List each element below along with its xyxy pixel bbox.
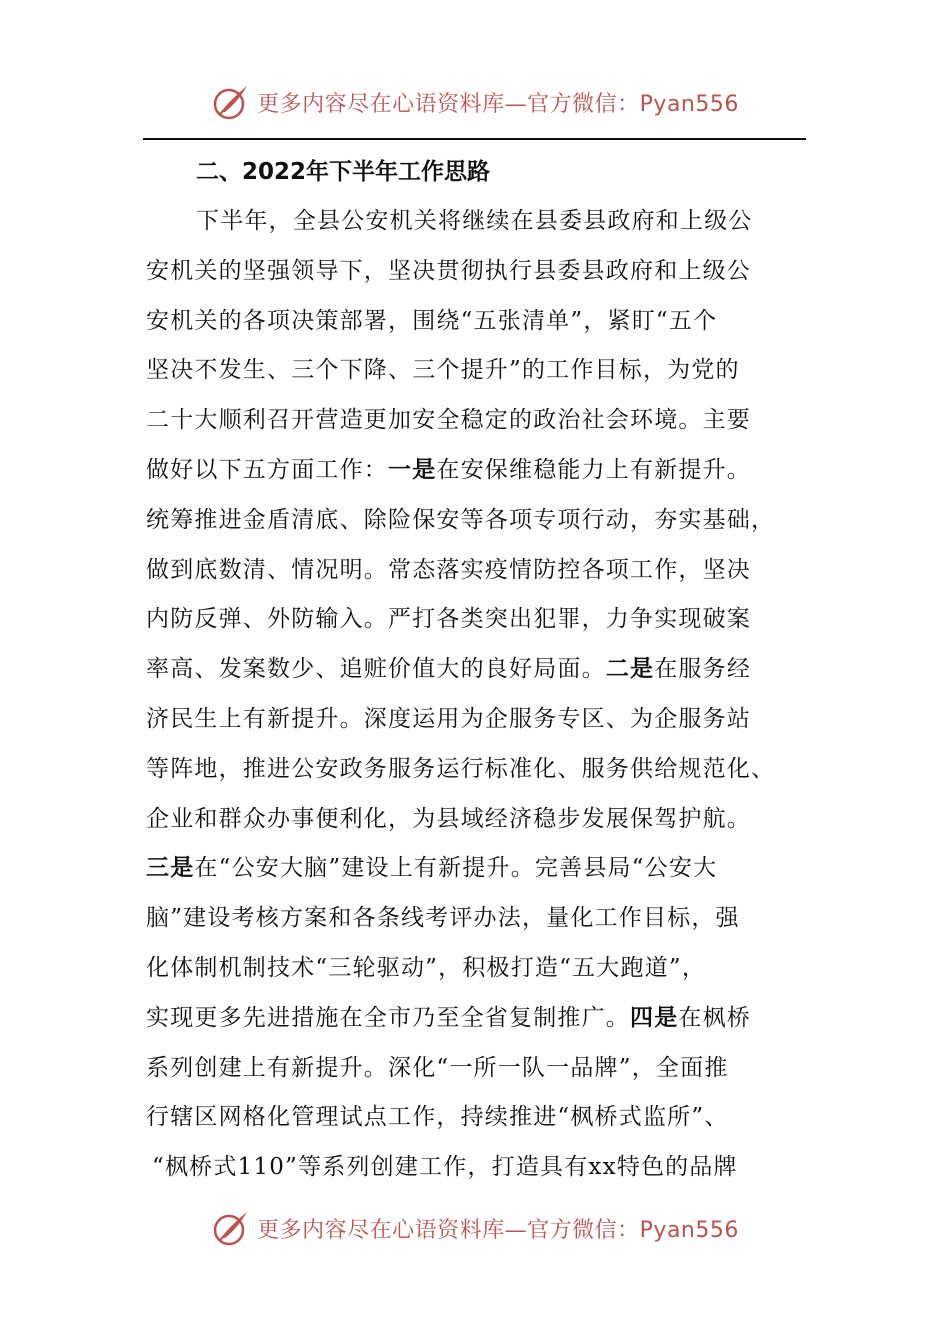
section-heading: 二、2022年下半年工作思路 (196, 159, 491, 185)
quill-logo-icon (211, 82, 251, 122)
text-line: 企业和群众办事便利化，为县域经济稳步发展保驾护航。 (146, 805, 751, 832)
text-line: 内防反弹、外防输入。严打各类突出犯罪，力争实现破案 (146, 606, 751, 633)
text-line: 安机关的各项决策部署，围绕“五张清单”，紧盯“五个 (146, 307, 718, 334)
text-line: 行辖区网格化管理试点工作，持续推进“枫桥式监所”、 (146, 1104, 729, 1131)
text-line: 脑”建设考核方案和各条线考评办法，量化工作目标，强 (146, 905, 740, 932)
watermark-text: 更多内容尽在心语资料库—官方微信：Pyan556 (257, 1217, 739, 1243)
text-line: 等阵地，推进公安政务服务运行标准化、服务供给规范化、 (146, 755, 776, 782)
text-line: 下半年，全县公安机关将继续在县委县政府和上级公 (196, 208, 753, 234)
text-line: “枫桥式110”等系列创建工作，打造具有xx特色的品牌 (152, 1154, 738, 1181)
text-line: 做好以下五方面工作：一是在安保维稳能力上有新提升。 (146, 456, 752, 483)
text-line: 三是在“公安大脑”建设上有新提升。完善县局“公安大 (146, 855, 718, 882)
point-marker: 二是 (605, 656, 655, 683)
document-body (146, 197, 806, 1193)
text-line: 二十大顺利召开营造更加安全稳定的政治社会环境。主要 (146, 407, 751, 434)
header-watermark (0, 80, 950, 124)
text-line: 化体制机制技术“三轮驱动”，积极打造“五大跑道”， (146, 954, 707, 981)
text-line: 做到底数清、情况明。常态落实疫情防控各项工作，坚决 (146, 556, 751, 583)
quill-logo-icon (211, 1208, 251, 1248)
footer-watermark (0, 1206, 950, 1250)
text-line: 安机关的坚强领导下，坚决贯彻执行县委县政府和上级公 (146, 257, 751, 284)
text-line: 实现更多先进措施在全市乃至全省复制推广。四是在枫桥 (146, 1004, 752, 1031)
text-line: 系列创建上有新提升。深化“一所一队一品牌”，全面推 (146, 1054, 729, 1081)
point-marker: 一是 (388, 456, 437, 483)
text-line: 济民生上有新提升。深度运用为企服务专区、为企服务站 (146, 705, 751, 732)
header-divider (143, 138, 806, 140)
text-line: 率高、发案数少、追赃价值大的良好局面。二是在服务经 (146, 656, 752, 683)
point-marker: 四是 (630, 1004, 679, 1031)
text-line: 坚决不发生、三个下降、三个提升”的工作目标，为党的 (146, 357, 740, 384)
text-line: 统筹推进金盾清底、除险保安等各项专项行动，夯实基础， (146, 506, 776, 533)
watermark-text: 更多内容尽在心语资料库—官方微信：Pyan556 (257, 91, 739, 117)
point-marker: 三是 (146, 855, 195, 882)
